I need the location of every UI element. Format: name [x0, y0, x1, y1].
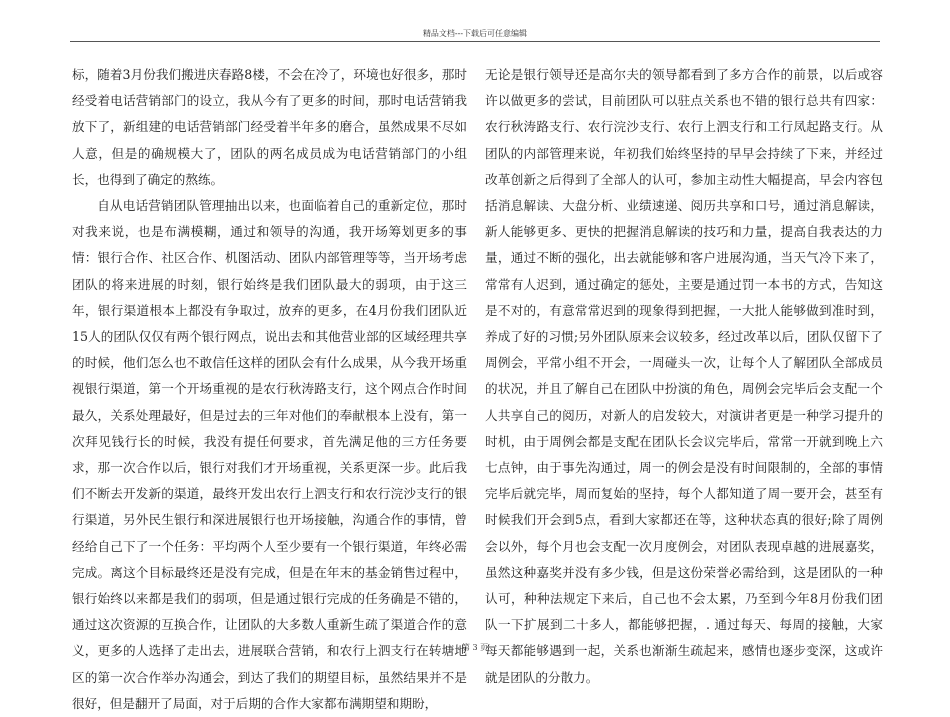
right-column — [485, 62, 883, 691]
paragraph: 无论是银行领导还是高尔夫的领导都看到了多方合作的前景，以后或容许以做更多的尝试，目前团队可以驻点关系也不错的银行总共有四家：农行秋涛路支行、农行浣沙支行、农行上泗支行和工行凤起路支行。从团队的内部管理来说，年初我们始终坚持的早早会持续了下来，并经过改革创新之后得到了全部人的认可，参加主动性大幅提高，早会内容包括消息解读、大盘分析、业绩速递、阅历共享和口号，通过消息解读，新人能够更多、更快的把握消息解读的技巧和力量，提高自我表达的力量，通过不断的强化，出去就能够和客户进展沟通，当天气冷下来了，常常有人迟到，通过确定的惩处，主要是通过罚一本书的方式，告知这是不对的，有意常常迟到的现象得到把握，一大批人能够做到准时到，养成了好的习惯;另外团队原来会议较多，经过改革以后，团队仅留下了周例会，平常小组不开会，一周碰头一次，让每个人了解团队全部成员的状况，并且了解自己在团队中扮演的角色，周例会完毕后会支配一个人共享自己的阅历，对新人的启发较大，对演讲者更是一种学习提升的时机，由于周例会都是支配在团队长会议完毕后，常常一开就到晚上六七点钟，由于事先沟通过，周一的例会是没有时间限制的，全部的事情完毕后就完毕，周而复始的坚持，每个人都知道了周一要开会，甚至有时候我们开会到5点，看到大家都还在等，这种状态真的很好;除了周例会以外，每个月也会支配一次月度例会，对团队表现卓越的进展嘉奖，虽然这种嘉奖并没有多少钱，但是这份荣誉必需给到，这是团队的一种认可，种种法规定下来后，自己也不会太累，乃至到今年8月份我们团队一下扩展到二十多人，都能够把握，. 通过每天、每周的接触，大家每天都能够遇到一起，关系也渐渐生疏起来，感情也逐步变深，这或许就是团队的分散力。 — [485, 67, 883, 685]
header-divider — [70, 41, 880, 42]
left-column — [72, 62, 467, 717]
page-number: 第 3 页 — [461, 643, 489, 652]
paragraph: 标，随着3月份我们搬进庆春路8楼，不会在冷了，环境也好很多，那时经受着电话营销部门的设立，我从今有了更多的时间，那时电话营销我放下了，新组建的电话营销部门经受着半年多的磨合，虽然成果不尽如人意，但是的确规模大了，团队的两名成员成为电话营销部门的小组长，也得到了确定的熬练。 — [72, 67, 467, 187]
page-header: 精品文档---下载后可任意编辑 — [422, 29, 528, 38]
paragraph: 自从电话营销团队管理抽出以来，也面临着自己的重新定位，那时对我来说，也是布满模糊，通过和领导的沟通，我开场筹划更多的事情：银行合作、社区合作、机图活动、团队内部管理等等，当开场考虑团队的将来进展的时刻，银行始终是我们团队最大的弱项，由于这三年，银行渠道根本上都没有争取过，放弃的更多，在4月份我们团队近15人的团队仅仅有两个银行网点，说出去和其他营业部的区域经理共享的时候，他们怎么也不敢信任这样的团队会有什么成果，从今我开场重视银行渠道，第一个开场重视的是农行秋涛路支行，这个网点合作时间最久，关系处理最好，但是过去的三年对他们的奉献根本上没有，第一次拜见钱行长的时候，我没有提任何要求，首先满足他的三方任务要求，那一次合作以后，银行对我们才开场重视，关系更深一步。此后我们不断去开发新的渠道，最终开发出农行上泗支行和农行浣沙支行的银行渠道，另外民生银行和深进展银行也开场接触，沟通合作的事情，曾经给自己下了一个任务：平均两个人至少要有一个银行渠道，年终必需完成。离这个目标最终还是没有完成，但是在年末的基金销售过程中，银行始终以来都是我们的弱项，但是通过银行完成的任务确是不错的，通过这次资源的互换合作，让团队的大多数人重新生疏了渠道合作的意义，更多的人选择了走出去，进展联合营销，和农行上泗支行在转塘地区的第一次合作举办沟通会，到达了我们的期望目标，虽然结果并不是很好，但是翻开了局面，对于后期的合作大家都布满期望和期盼， — [72, 198, 467, 711]
